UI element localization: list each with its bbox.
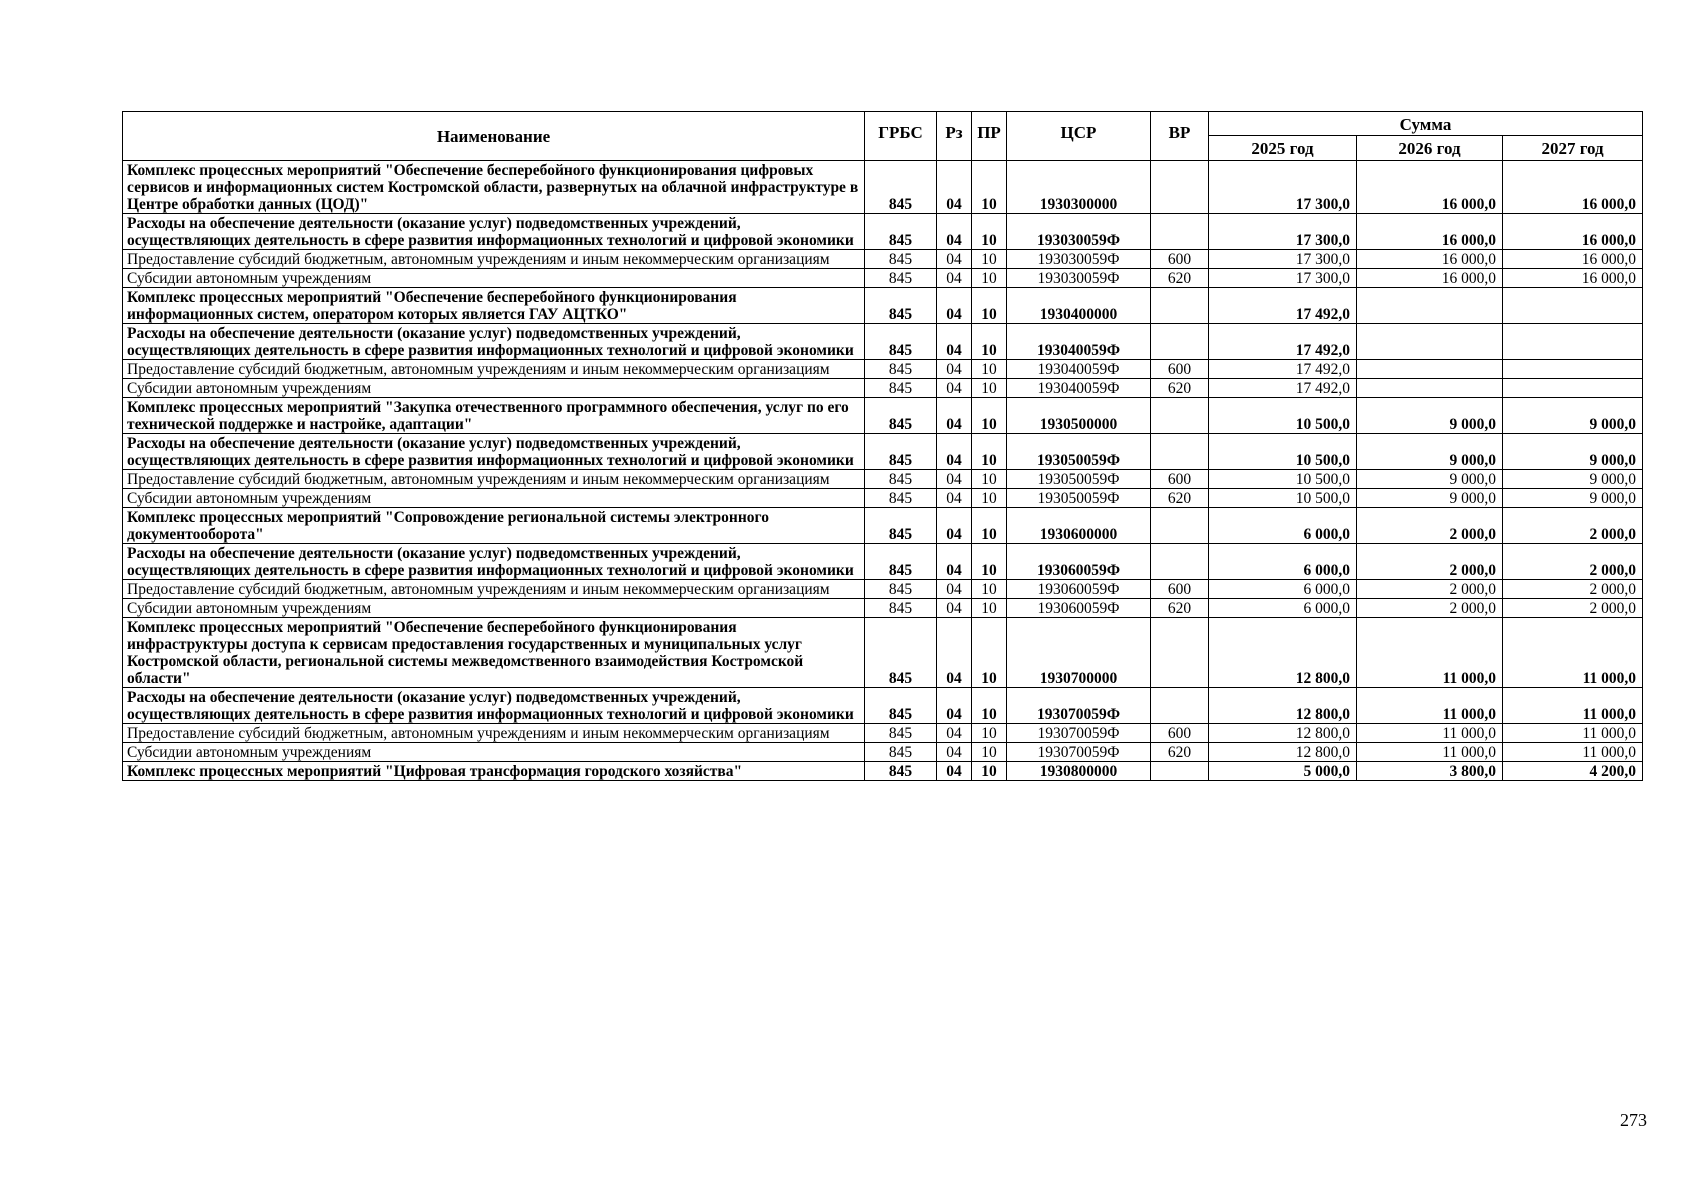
header-year-2026: 2026 год (1357, 136, 1503, 161)
cell-rz: 04 (937, 618, 972, 688)
cell-sum-2026: 3 800,0 (1357, 762, 1503, 781)
cell-sum-2026 (1357, 360, 1503, 379)
table-row (123, 360, 1643, 379)
cell-csr: 193060059Ф (1007, 599, 1151, 618)
cell-name: Субсидии автономным учреждениям (123, 599, 865, 618)
cell-pr: 10 (972, 398, 1007, 434)
cell-name: Расходы на обеспечение деятельности (оказание услуг) подведомственных учреждений, осуществляющих деятельность в сфере развития информационных технологий и цифровой экономики (123, 688, 865, 724)
cell-name: Предоставление субсидий бюджетным, автономным учреждениям и иным некоммерческим организациям (123, 580, 865, 599)
cell-sum-2026: 16 000,0 (1357, 269, 1503, 288)
cell-grbs: 845 (865, 580, 937, 599)
table-header (123, 112, 1643, 161)
cell-sum-2025: 6 000,0 (1209, 580, 1357, 599)
cell-vr (1151, 508, 1209, 544)
cell-sum-2027: 16 000,0 (1503, 214, 1643, 250)
cell-sum-2025: 17 300,0 (1209, 214, 1357, 250)
header-sum: Сумма (1209, 112, 1643, 136)
cell-rz: 04 (937, 269, 972, 288)
cell-rz: 04 (937, 544, 972, 580)
cell-grbs: 845 (865, 599, 937, 618)
cell-sum-2026: 2 000,0 (1357, 580, 1503, 599)
cell-sum-2027: 16 000,0 (1503, 269, 1643, 288)
cell-grbs: 845 (865, 470, 937, 489)
cell-sum-2025: 10 500,0 (1209, 470, 1357, 489)
cell-name: Комплекс процессных мероприятий "Обеспечение бесперебойного функционирования цифровых сервисов и информационных систем Костромской области, развернутых на облачной инфраструктуре в Центре обработки данных (ЦОД)" (123, 161, 865, 214)
cell-pr: 10 (972, 269, 1007, 288)
cell-grbs: 845 (865, 398, 937, 434)
cell-sum-2026: 11 000,0 (1357, 743, 1503, 762)
cell-name: Комплекс процессных мероприятий "Обеспечение бесперебойного функционирования инфраструктуры доступа к сервисам предоставления государственных и муниципальных услуг Костромской области, региональной системы межведомственного взаимодействия Костромской области" (123, 618, 865, 688)
cell-pr: 10 (972, 724, 1007, 743)
cell-vr: 620 (1151, 743, 1209, 762)
cell-grbs: 845 (865, 688, 937, 724)
cell-vr (1151, 161, 1209, 214)
cell-sum-2026: 2 000,0 (1357, 599, 1503, 618)
cell-rz: 04 (937, 743, 972, 762)
cell-name: Предоставление субсидий бюджетным, автономным учреждениям и иным некоммерческим организациям (123, 470, 865, 489)
cell-sum-2026: 11 000,0 (1357, 688, 1503, 724)
cell-csr: 193070059Ф (1007, 724, 1151, 743)
cell-rz: 04 (937, 161, 972, 214)
table-row (123, 288, 1643, 324)
table-row (123, 269, 1643, 288)
cell-grbs: 845 (865, 508, 937, 544)
cell-pr: 10 (972, 743, 1007, 762)
cell-pr: 10 (972, 360, 1007, 379)
cell-pr: 10 (972, 161, 1007, 214)
cell-grbs: 845 (865, 161, 937, 214)
cell-sum-2025: 12 800,0 (1209, 618, 1357, 688)
cell-vr: 600 (1151, 360, 1209, 379)
cell-rz: 04 (937, 379, 972, 398)
cell-csr: 193040059Ф (1007, 360, 1151, 379)
cell-sum-2026: 11 000,0 (1357, 618, 1503, 688)
cell-csr: 193050059Ф (1007, 434, 1151, 470)
budget-table (122, 111, 1643, 781)
cell-pr: 10 (972, 762, 1007, 781)
cell-grbs: 845 (865, 214, 937, 250)
cell-name: Субсидии автономным учреждениям (123, 379, 865, 398)
cell-vr: 600 (1151, 250, 1209, 269)
table-row (123, 379, 1643, 398)
page-number: 273 (1620, 1110, 1647, 1130)
cell-csr: 193040059Ф (1007, 379, 1151, 398)
cell-csr: 193030059Ф (1007, 250, 1151, 269)
cell-csr: 1930700000 (1007, 618, 1151, 688)
cell-csr: 193060059Ф (1007, 580, 1151, 599)
cell-grbs: 845 (865, 379, 937, 398)
cell-sum-2025: 12 800,0 (1209, 743, 1357, 762)
cell-vr: 600 (1151, 580, 1209, 599)
cell-rz: 04 (937, 489, 972, 508)
cell-sum-2027 (1503, 288, 1643, 324)
cell-pr: 10 (972, 379, 1007, 398)
cell-name: Расходы на обеспечение деятельности (оказание услуг) подведомственных учреждений, осуществляющих деятельность в сфере развития информационных технологий и цифровой экономики (123, 434, 865, 470)
cell-rz: 04 (937, 508, 972, 544)
cell-rz: 04 (937, 250, 972, 269)
cell-csr: 193050059Ф (1007, 489, 1151, 508)
cell-sum-2027: 2 000,0 (1503, 544, 1643, 580)
cell-sum-2026: 9 000,0 (1357, 470, 1503, 489)
cell-sum-2025: 12 800,0 (1209, 688, 1357, 724)
cell-sum-2027: 16 000,0 (1503, 161, 1643, 214)
cell-vr (1151, 434, 1209, 470)
cell-grbs: 845 (865, 250, 937, 269)
cell-vr: 620 (1151, 379, 1209, 398)
cell-csr: 193060059Ф (1007, 544, 1151, 580)
cell-rz: 04 (937, 288, 972, 324)
table-row (123, 489, 1643, 508)
cell-sum-2026: 11 000,0 (1357, 724, 1503, 743)
cell-name: Комплекс процессных мероприятий "Обеспечение бесперебойного функционирования информационных систем, оператором которых является ГАУ АЦТКО" (123, 288, 865, 324)
cell-pr: 10 (972, 544, 1007, 580)
cell-pr: 10 (972, 434, 1007, 470)
cell-sum-2025: 10 500,0 (1209, 489, 1357, 508)
cell-vr (1151, 618, 1209, 688)
table-row (123, 618, 1643, 688)
table-row (123, 544, 1643, 580)
cell-name: Предоставление субсидий бюджетным, автономным учреждениям и иным некоммерческим организациям (123, 724, 865, 743)
budget-document-page (122, 111, 1642, 781)
cell-name: Предоставление субсидий бюджетным, автономным учреждениям и иным некоммерческим организациям (123, 250, 865, 269)
cell-grbs: 845 (865, 762, 937, 781)
table-row (123, 762, 1643, 781)
cell-name: Комплекс процессных мероприятий "Цифровая трансформация городского хозяйства" (123, 762, 865, 781)
cell-sum-2027: 9 000,0 (1503, 489, 1643, 508)
cell-grbs: 845 (865, 743, 937, 762)
cell-csr: 193030059Ф (1007, 269, 1151, 288)
cell-sum-2025: 6 000,0 (1209, 599, 1357, 618)
table-row (123, 161, 1643, 214)
cell-name: Субсидии автономным учреждениям (123, 743, 865, 762)
table-row (123, 688, 1643, 724)
cell-name: Расходы на обеспечение деятельности (оказание услуг) подведомственных учреждений, осуществляющих деятельность в сфере развития информационных технологий и цифровой экономики (123, 324, 865, 360)
cell-grbs: 845 (865, 618, 937, 688)
cell-sum-2025: 6 000,0 (1209, 508, 1357, 544)
header-year-2027: 2027 год (1503, 136, 1643, 161)
cell-grbs: 845 (865, 724, 937, 743)
cell-rz: 04 (937, 762, 972, 781)
cell-sum-2025: 6 000,0 (1209, 544, 1357, 580)
cell-grbs: 845 (865, 269, 937, 288)
cell-vr (1151, 398, 1209, 434)
cell-rz: 04 (937, 434, 972, 470)
header-rz: Рз (937, 112, 972, 161)
cell-grbs: 845 (865, 360, 937, 379)
cell-sum-2027: 2 000,0 (1503, 508, 1643, 544)
table-row (123, 599, 1643, 618)
header-name: Наименование (123, 112, 865, 161)
header-grbs: ГРБС (865, 112, 937, 161)
cell-sum-2027: 16 000,0 (1503, 250, 1643, 269)
cell-vr (1151, 214, 1209, 250)
cell-rz: 04 (937, 724, 972, 743)
cell-sum-2026: 2 000,0 (1357, 544, 1503, 580)
cell-vr (1151, 288, 1209, 324)
cell-vr (1151, 324, 1209, 360)
cell-pr: 10 (972, 214, 1007, 250)
cell-sum-2026 (1357, 379, 1503, 398)
cell-rz: 04 (937, 324, 972, 360)
cell-name: Предоставление субсидий бюджетным, автономным учреждениям и иным некоммерческим организациям (123, 360, 865, 379)
cell-csr: 193050059Ф (1007, 470, 1151, 489)
cell-sum-2025: 17 300,0 (1209, 250, 1357, 269)
cell-vr: 620 (1151, 269, 1209, 288)
table-row (123, 398, 1643, 434)
cell-sum-2025: 5 000,0 (1209, 762, 1357, 781)
table-row (123, 470, 1643, 489)
cell-rz: 04 (937, 360, 972, 379)
cell-vr: 600 (1151, 470, 1209, 489)
cell-sum-2027 (1503, 360, 1643, 379)
table-row (123, 324, 1643, 360)
cell-sum-2025: 17 492,0 (1209, 360, 1357, 379)
cell-csr: 193030059Ф (1007, 214, 1151, 250)
cell-grbs: 845 (865, 544, 937, 580)
cell-sum-2025: 17 492,0 (1209, 324, 1357, 360)
table-row (123, 743, 1643, 762)
cell-pr: 10 (972, 489, 1007, 508)
cell-rz: 04 (937, 580, 972, 599)
cell-sum-2026: 2 000,0 (1357, 508, 1503, 544)
header-csr: ЦСР (1007, 112, 1151, 161)
cell-csr: 1930800000 (1007, 762, 1151, 781)
cell-sum-2025: 17 492,0 (1209, 288, 1357, 324)
table-row (123, 434, 1643, 470)
cell-sum-2027 (1503, 324, 1643, 360)
cell-csr: 193040059Ф (1007, 324, 1151, 360)
cell-rz: 04 (937, 214, 972, 250)
cell-name: Субсидии автономным учреждениям (123, 489, 865, 508)
cell-pr: 10 (972, 599, 1007, 618)
cell-vr (1151, 688, 1209, 724)
cell-sum-2027: 2 000,0 (1503, 580, 1643, 599)
cell-name: Расходы на обеспечение деятельности (оказание услуг) подведомственных учреждений, осуществляющих деятельность в сфере развития информационных технологий и цифровой экономики (123, 214, 865, 250)
cell-pr: 10 (972, 288, 1007, 324)
cell-sum-2026: 16 000,0 (1357, 161, 1503, 214)
table-row (123, 724, 1643, 743)
cell-sum-2027: 11 000,0 (1503, 688, 1643, 724)
cell-sum-2026: 9 000,0 (1357, 434, 1503, 470)
cell-pr: 10 (972, 688, 1007, 724)
cell-rz: 04 (937, 398, 972, 434)
cell-pr: 10 (972, 250, 1007, 269)
table-body (123, 161, 1643, 781)
cell-sum-2027: 11 000,0 (1503, 618, 1643, 688)
cell-sum-2027 (1503, 379, 1643, 398)
cell-csr: 1930400000 (1007, 288, 1151, 324)
cell-rz: 04 (937, 470, 972, 489)
cell-pr: 10 (972, 508, 1007, 544)
cell-sum-2025: 10 500,0 (1209, 434, 1357, 470)
cell-sum-2025: 10 500,0 (1209, 398, 1357, 434)
cell-sum-2025: 17 300,0 (1209, 269, 1357, 288)
header-year-2025: 2025 год (1209, 136, 1357, 161)
cell-sum-2026: 9 000,0 (1357, 489, 1503, 508)
cell-sum-2027: 11 000,0 (1503, 743, 1643, 762)
cell-rz: 04 (937, 599, 972, 618)
cell-vr: 600 (1151, 724, 1209, 743)
cell-vr (1151, 544, 1209, 580)
header-vr: ВР (1151, 112, 1209, 161)
cell-name: Комплекс процессных мероприятий "Закупка отечественного программного обеспечения, услуг по его технической поддержке и настройке, адаптации" (123, 398, 865, 434)
cell-csr: 1930600000 (1007, 508, 1151, 544)
cell-csr: 193070059Ф (1007, 688, 1151, 724)
cell-csr: 1930500000 (1007, 398, 1151, 434)
table-row (123, 580, 1643, 599)
cell-csr: 1930300000 (1007, 161, 1151, 214)
cell-sum-2026: 16 000,0 (1357, 214, 1503, 250)
cell-sum-2026 (1357, 288, 1503, 324)
cell-grbs: 845 (865, 489, 937, 508)
table-row (123, 508, 1643, 544)
table-row (123, 250, 1643, 269)
cell-sum-2025: 17 300,0 (1209, 161, 1357, 214)
table-row (123, 214, 1643, 250)
cell-name: Расходы на обеспечение деятельности (оказание услуг) подведомственных учреждений, осуществляющих деятельность в сфере развития информационных технологий и цифровой экономики (123, 544, 865, 580)
cell-sum-2027: 11 000,0 (1503, 724, 1643, 743)
cell-pr: 10 (972, 618, 1007, 688)
cell-sum-2025: 12 800,0 (1209, 724, 1357, 743)
cell-sum-2026: 16 000,0 (1357, 250, 1503, 269)
cell-grbs: 845 (865, 288, 937, 324)
cell-sum-2026: 9 000,0 (1357, 398, 1503, 434)
cell-pr: 10 (972, 470, 1007, 489)
cell-vr: 620 (1151, 599, 1209, 618)
cell-sum-2027: 9 000,0 (1503, 470, 1643, 489)
cell-vr: 620 (1151, 489, 1209, 508)
cell-grbs: 845 (865, 434, 937, 470)
cell-sum-2025: 17 492,0 (1209, 379, 1357, 398)
cell-sum-2027: 9 000,0 (1503, 398, 1643, 434)
cell-sum-2026 (1357, 324, 1503, 360)
cell-pr: 10 (972, 324, 1007, 360)
cell-sum-2027: 2 000,0 (1503, 599, 1643, 618)
cell-sum-2027: 4 200,0 (1503, 762, 1643, 781)
cell-sum-2027: 9 000,0 (1503, 434, 1643, 470)
cell-pr: 10 (972, 580, 1007, 599)
cell-csr: 193070059Ф (1007, 743, 1151, 762)
header-pr: ПР (972, 112, 1007, 161)
cell-grbs: 845 (865, 324, 937, 360)
cell-rz: 04 (937, 688, 972, 724)
cell-name: Комплекс процессных мероприятий "Сопровождение региональной системы электронного документооборота" (123, 508, 865, 544)
cell-name: Субсидии автономным учреждениям (123, 269, 865, 288)
cell-vr (1151, 762, 1209, 781)
